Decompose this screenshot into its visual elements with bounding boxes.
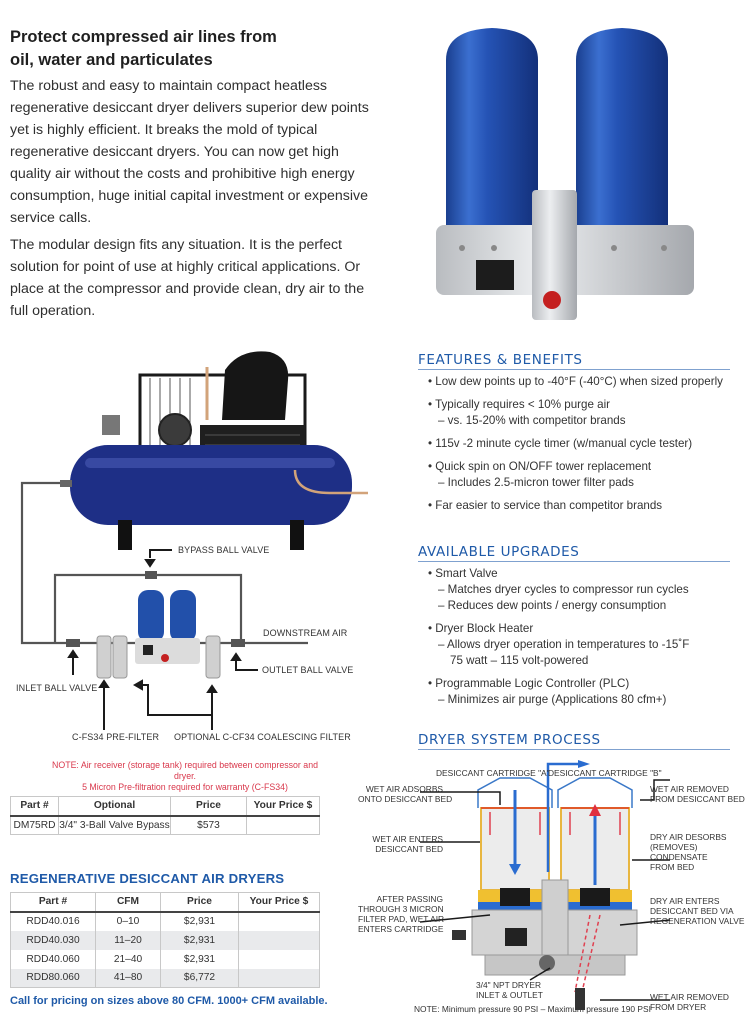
- feature-subtext: – Includes 2.5-micron tower filter pads: [438, 476, 634, 489]
- upgrades-heading: AVAILABLE UPGRADES: [418, 544, 730, 562]
- feature-text: • Low dew points up to -40°F (-40°C) when sized properly: [428, 375, 723, 388]
- price: $2,931: [161, 931, 239, 950]
- upgrade-text: • Smart Valve: [428, 567, 498, 580]
- intro-title-line1: Protect compressed air lines from: [10, 28, 277, 46]
- intro-paragraph-1: The robust and easy to maintain compact heatless regenerative desiccant dryer delivers superior dew points yet is highly efficient. It breaks the mold of typical regenerative desiccant dryers. You can now get high quality air without the costs and prohibitive high energy consumption, huge initial capital investment or expensive service calls.: [10, 78, 369, 226]
- col-price: Price: [161, 893, 239, 912]
- receiver-note: [40, 760, 330, 793]
- dryers-title: REGENERATIVE DESICCANT AIR DRYERS: [10, 871, 285, 886]
- upgrade-item: [428, 676, 740, 708]
- optional-bypass-table: [10, 796, 320, 835]
- dry-air-enters-label: DRY AIR ENTERS DESICCANT BED VIA REGENERATION VALVE: [650, 896, 745, 926]
- col-cfm: CFM: [96, 893, 161, 912]
- dryer-process-diagram: [350, 760, 749, 1024]
- col-part: Part #: [11, 797, 59, 816]
- pressure-note: NOTE: Minimum pressure 90 PSI – Maximum pressure 190 PSI: [414, 1004, 651, 1014]
- upgrade-text: • Programmable Logic Controller (PLC): [428, 677, 630, 690]
- table-row: [11, 969, 320, 988]
- npt-inlet-outlet-label: 3/4" NPT DRYER INLET & OUTLET: [476, 980, 543, 1000]
- cartridge-a-label: DESICCANT CARTRIDGE "A": [436, 768, 550, 778]
- installation-diagram: [0, 340, 380, 750]
- upgrades-list: [428, 566, 740, 715]
- part-number: RDD40.030: [11, 931, 96, 950]
- feature-subtext: – vs. 15-20% with competitor brands: [438, 414, 626, 427]
- wet-air-removed-bed-label: WET AIR REMOVED FROM DESICCANT BED: [650, 784, 745, 804]
- intro-title: [10, 26, 370, 72]
- col-your-price: Your Price $: [239, 893, 320, 912]
- feature-item: [428, 374, 740, 390]
- your-price-field[interactable]: [239, 969, 320, 988]
- description: 3/4" 3-Ball Valve Bypass: [59, 816, 171, 835]
- receiver-note-line2: 5 Micron Pre-filtration required for warranty (C-FS34): [82, 782, 288, 792]
- cfm: 21–40: [96, 950, 161, 969]
- downstream-air-label: DOWNSTREAM AIR: [263, 628, 348, 638]
- feature-item: [428, 397, 740, 429]
- feature-text: • Typically requires < 10% purge air: [428, 398, 611, 411]
- table-row: [11, 950, 320, 969]
- price: $573: [171, 816, 247, 835]
- col-price: Price: [171, 797, 247, 816]
- part-number: RDD40.016: [11, 912, 96, 931]
- call-for-pricing-note: Call for pricing on sizes above 80 CFM. 1000+ CFM available.: [10, 995, 328, 1007]
- price: $2,931: [161, 912, 239, 931]
- cfm: 0–10: [96, 912, 161, 931]
- upgrade-subtext: – Minimizes air purge (Applications 80 cfm+): [438, 693, 667, 706]
- feature-item: [428, 498, 740, 514]
- prefilter-label: C-FS34 PRE-FILTER: [72, 732, 160, 742]
- process-heading: DRYER SYSTEM PROCESS: [418, 732, 730, 750]
- feature-text: • Quick spin on ON/OFF tower replacement: [428, 460, 652, 473]
- your-price-field[interactable]: [239, 912, 320, 931]
- feature-item: [428, 436, 740, 452]
- coalescing-filter-label: OPTIONAL C-CF34 COALESCING FILTER: [174, 732, 351, 742]
- dryers-price-table: [10, 892, 320, 988]
- dry-air-desorbs-label: DRY AIR DESORBS (REMOVES) CONDENSATE FROM BED: [650, 832, 727, 872]
- inlet-ball-valve-label: INLET BALL VALVE: [16, 683, 98, 693]
- upgrade-item: [428, 566, 740, 614]
- part-number: RDD40.060: [11, 950, 96, 969]
- receiver-note-line1: NOTE: Air receiver (storage tank) required between compressor and dryer.: [52, 760, 318, 781]
- bypass-ball-valve-label: BYPASS BALL VALVE: [178, 545, 270, 555]
- part-number: DM75RD: [11, 816, 59, 835]
- outlet-ball-valve-label: OUTLET BALL VALVE: [262, 665, 354, 675]
- feature-item: [428, 459, 740, 491]
- part-number: RDD80.060: [11, 969, 96, 988]
- features-list: [428, 374, 740, 521]
- your-price-field[interactable]: [247, 816, 320, 835]
- upgrade-subtext: 75 watt – 115 volt-powered: [450, 654, 589, 667]
- cartridge-b-label: DESICCANT CARTRIDGE "B": [548, 768, 662, 778]
- price: $2,931: [161, 950, 239, 969]
- feature-text: • Far easier to service than competitor brands: [428, 499, 663, 512]
- table-row: [11, 931, 320, 950]
- upgrade-subtext: – Matches dryer cycles to compressor run cycles: [438, 583, 689, 596]
- intro-title-line2: oil, water and particulates: [10, 51, 213, 69]
- upgrade-text: • Dryer Block Heater: [428, 622, 534, 635]
- wet-air-enters-label: WET AIR ENTERS DESICCANT BED: [372, 834, 443, 854]
- table-row: [11, 912, 320, 931]
- table-row: [11, 816, 320, 835]
- cfm: 41–80: [96, 969, 161, 988]
- wet-air-adsorbs-label: WET AIR ADSORBS ONTO DESICCANT BED: [358, 784, 453, 804]
- features-heading: FEATURES & BENEFITS: [418, 352, 730, 370]
- your-price-field[interactable]: [239, 950, 320, 969]
- wet-air-removed-dryer-label: WET AIR REMOVED FROM DRYER: [650, 992, 729, 1012]
- after-passing-label: AFTER PASSING THROUGH 3 MICRON FILTER PAD, WET AIR ENTERS CARTRIDGE: [358, 894, 445, 934]
- col-part: Part #: [11, 893, 96, 912]
- your-price-field[interactable]: [239, 931, 320, 950]
- cfm: 11–20: [96, 931, 161, 950]
- upgrade-subtext: – Allows dryer operation in temperatures to -15˚F: [438, 638, 690, 651]
- col-optional: Optional: [59, 797, 171, 816]
- feature-text: • 115v -2 minute cycle timer (w/manual cycle tester): [428, 437, 693, 450]
- intro-paragraph-2: The modular design fits any situation. It is the perfect solution for point of use at highly critical applications. Or place at the compressor and provide clean, dry air to the full operation.: [10, 237, 365, 319]
- dryer-product-photo: [432, 20, 712, 328]
- price: $6,772: [161, 969, 239, 988]
- upgrade-subtext: – Reduces dew points / energy consumption: [438, 599, 667, 612]
- intro-section: [10, 26, 370, 327]
- upgrade-item: [428, 621, 740, 669]
- col-your-price: Your Price $: [247, 797, 320, 816]
